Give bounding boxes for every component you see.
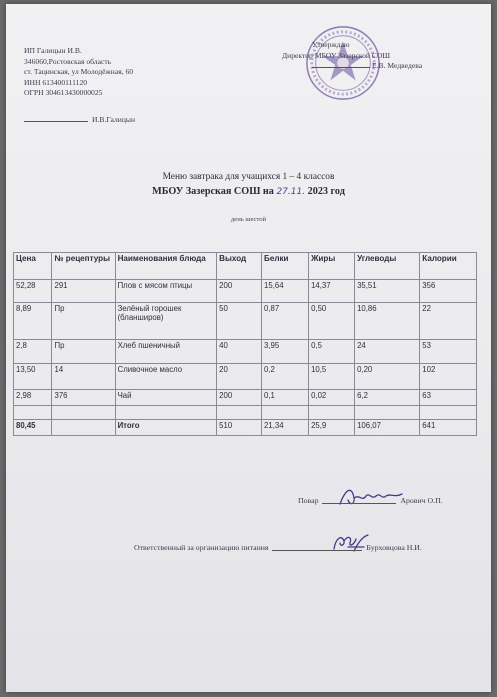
table-cell: 53 [420, 340, 477, 364]
header-cell: Наименования блюда [115, 253, 217, 280]
table-row [14, 280, 477, 303]
document-title-line1: Меню завтрака для учащихся 1 – 4 классов [162, 172, 335, 182]
header-cell: Цена [14, 253, 52, 280]
table-cell: 0,1 [262, 390, 309, 406]
total-cell: 25,9 [309, 420, 355, 436]
approval-label: Утверждаю [312, 40, 350, 49]
total-cell: 510 [217, 420, 262, 436]
table-cell: 200 [217, 280, 262, 303]
title-prefix: МБОУ Зазерская СОШ на [152, 186, 274, 197]
table-cell: 10,5 [309, 364, 355, 390]
table-cell: 10,86 [355, 303, 420, 340]
supplier-signature-name: И.В.Галицын [92, 115, 136, 124]
table-cell: 0,20 [355, 364, 420, 390]
approval-block [282, 40, 482, 72]
table-cell: 0,87 [262, 303, 309, 340]
table-cell: 0,02 [309, 390, 355, 406]
responsible-signature-line [134, 543, 422, 552]
table-cell: 20 [217, 364, 262, 390]
document-sheet [6, 4, 491, 692]
table-cell: 24 [355, 340, 420, 364]
table-cell: Чай [115, 390, 217, 406]
table-cell: 102 [420, 364, 477, 390]
table-cell: Плов с мясом птицы [115, 280, 217, 303]
supplier-ogrn: ОГРН 304613430000025 [24, 88, 103, 97]
table-cell: 0,5 [309, 340, 355, 364]
table-cell: 14 [52, 364, 115, 390]
table-cell: Пр [52, 340, 115, 364]
day-label: день шестой [230, 216, 267, 223]
table-cell: 40 [217, 340, 262, 364]
document-title-line2 [6, 186, 491, 197]
table-cell: Пр [52, 303, 115, 340]
supplier-signature [24, 115, 135, 124]
supplier-name: ИП Галицын И.В. [24, 46, 82, 55]
table-cell: 63 [420, 390, 477, 406]
supplier-address-1: 346060,Ростовская область [24, 56, 112, 66]
table-cell: 35,51 [355, 280, 420, 303]
table-cell: 2,98 [14, 390, 52, 406]
title-suffix: 2023 год [307, 186, 345, 197]
supplier-block [24, 46, 133, 99]
table-row [14, 390, 477, 406]
table-cell: 13,50 [14, 364, 52, 390]
table-row-empty [14, 406, 477, 420]
total-cell [52, 420, 115, 436]
approval-signature [282, 61, 482, 72]
approval-position: Директор МБОУ Зазерской СОШ [282, 50, 391, 60]
header-cell: Жиры [309, 253, 355, 280]
table-cell: 291 [52, 280, 115, 303]
cook-name: Арович О.П. [400, 496, 443, 505]
menu-table [13, 252, 477, 436]
table-cell: 52,28 [14, 280, 52, 303]
cook-signature-line [298, 496, 443, 505]
table-cell: 50 [217, 303, 262, 340]
handwritten-date: 27.11. [276, 187, 306, 197]
total-cell: 21,34 [262, 420, 309, 436]
table-cell: 6,2 [355, 390, 420, 406]
table-cell: 200 [217, 390, 262, 406]
table-row [14, 364, 477, 390]
responsible-name: Бурховцова Н.И. [366, 543, 422, 552]
table-row [14, 303, 477, 340]
table-cell: Хлеб пшеничный [115, 340, 217, 364]
header-cell: Калории [420, 253, 477, 280]
table-cell: 22 [420, 303, 477, 340]
header-cell: Белки [262, 253, 309, 280]
responsible-label: Ответственный за организацию питания [134, 543, 269, 552]
cook-label: Повар [298, 496, 319, 505]
table-cell: 376 [52, 390, 115, 406]
header-cell: Углеводы [355, 253, 420, 280]
table-cell: Сливочное масло [115, 364, 217, 390]
total-cell: 106,07 [355, 420, 420, 436]
supplier-address-2: ст. Тацинская, ул Молодёжная, 60 [24, 67, 134, 76]
approval-signature-name: Е.В. Медведева [372, 61, 423, 70]
table-header-row [14, 253, 477, 280]
total-cell: Итого [115, 420, 217, 436]
table-cell: 2,8 [14, 340, 52, 364]
table-cell: 14,37 [309, 280, 355, 303]
table-cell: 356 [420, 280, 477, 303]
table-cell: 0,2 [262, 364, 309, 390]
signature-blank [322, 503, 396, 504]
total-cell: 641 [420, 420, 477, 436]
table-cell: 8,89 [14, 303, 52, 340]
signature-blank [272, 550, 362, 551]
header-cell: № рецептуры [52, 253, 115, 280]
header-cell: Выход [217, 253, 262, 280]
supplier-inn: ИНН 613400111120 [24, 77, 88, 87]
total-cell: 80,45 [14, 420, 52, 436]
table-total-row [14, 420, 477, 436]
table-cell: 3,95 [262, 340, 309, 364]
signature-blank [24, 121, 88, 122]
table-row [14, 340, 477, 364]
table-cell: Зелёный горошек (бланширов) [115, 303, 217, 340]
table-cell: 0,50 [309, 303, 355, 340]
table-cell: 15,64 [262, 280, 309, 303]
signature-blank [312, 67, 370, 68]
